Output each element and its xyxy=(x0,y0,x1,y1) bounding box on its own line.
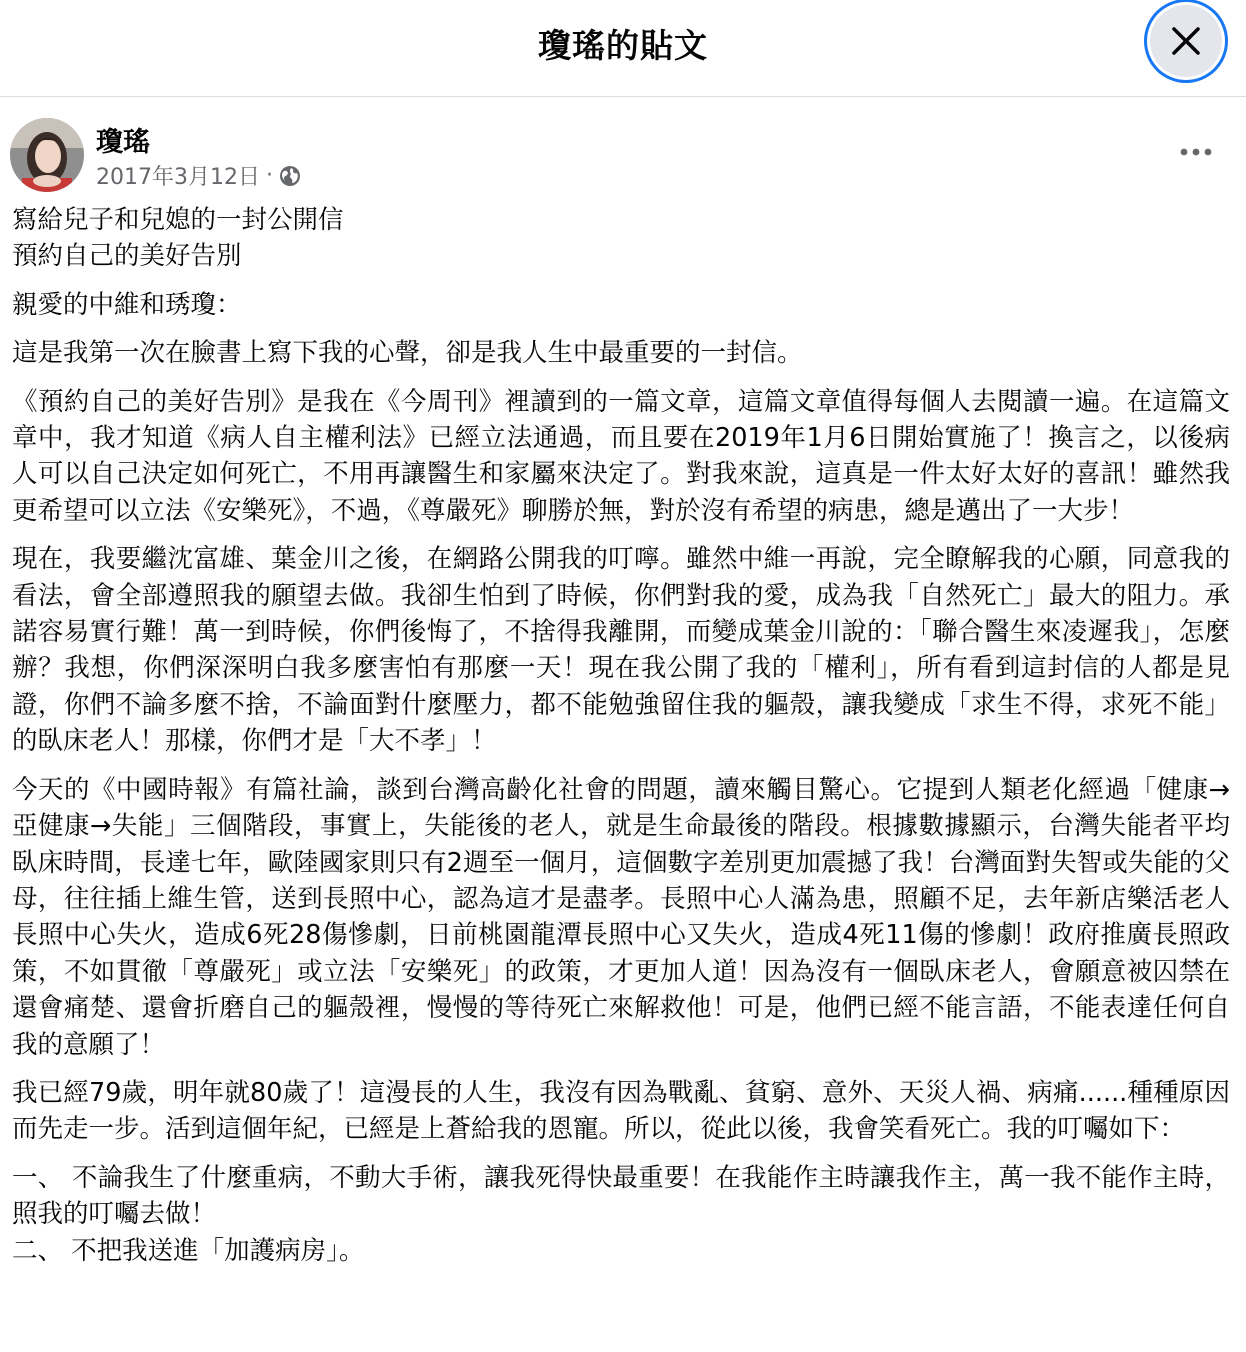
post-date[interactable]: 2017年3月12日 xyxy=(96,165,260,190)
meta-separator: · xyxy=(265,163,273,188)
post-paragraph-title: 寫給兒子和兒媳的一封公開信 預約自己的美好告別 xyxy=(12,205,344,272)
post-paragraph: 這是我第一次在臉書上寫下我的心聲，卻是我人生中最重要的一封信。 xyxy=(12,338,803,369)
page-title: 瓊瑤的貼文 xyxy=(538,26,708,65)
post-header xyxy=(0,0,1246,97)
close-button[interactable] xyxy=(1150,5,1222,77)
post-paragraph: 現在，我要繼沈富雄、葉金川之後，在網路公開我的叮嚀。雖然中維一再說，完全瞭解我的心願，同意我的看法，會全部遵照我的願望去做。我卻生怕到了時候，你們對我的愛，成為我「自然死亡」最大的阻力。承諾容易實行難！萬一到時候，你們後悔了，不捨得我離開，而變成葉金川說的：「聯合醫生來凌遲我」，怎麼辦？我想，你們深深明白我多麼害怕有那麼一天！現在我公開了我的「權利」，所有看到這封信的人都是見證，你們不論多麼不捨，不論面對什麼壓力，都不能勉強留住我的軀殼，讓我變成「求生不得，求死不能」的臥床老人！那樣，你們才是「大不孝」！ xyxy=(12,544,1230,757)
post-paragraph-greeting: 親愛的中維和琇瓊： xyxy=(12,289,242,320)
more-dots-icon xyxy=(1180,148,1212,156)
post-paragraph-list: 一、 不論我生了什麼重病，不動大手術，讓我死得快最重要！在我能作主時讓我作主，萬一我不能作主時，照我的叮囑去做！ 二、 不把我送進「加護病房」。 xyxy=(12,1162,1230,1266)
post-paragraph: 今天的《中國時報》有篇社論，談到台灣高齡化社會的問題，讀來觸目驚心。它提到人類老化經過「健康→亞健康→失能」三個階段，事實上，失能後的老人，就是生命最後的階段。根據數據顯示，台灣失能者平均臥床時間，長達七年，歐陸國家則只有2週至一個月，這個數字差別更加震撼了我！台灣面對失智或失能的父母，往往插上維生管，送到長照中心，認為這才是盡孝。長照中心人滿為患，照顧不足，去年新店樂活老人長照中心失火，造成6死28傷慘劇，日前桃園龍潭長照中心又失火，造成4死11傷的慘劇！政府推廣長照政策，不如貫徹「尊嚴死」或立法「安樂死」的政策，才更加人道！因為沒有一個臥床老人，會願意被囚禁在還會痛楚、還會折磨自己的軀殼裡，慢慢的等待死亡來解救他！可是，他們已經不能言語，不能表達任何自我的意願了！ xyxy=(12,774,1230,1060)
post-author-row xyxy=(0,110,1246,200)
more-options-button[interactable] xyxy=(1168,138,1224,166)
globe-icon xyxy=(279,165,301,187)
post-meta xyxy=(96,160,301,191)
post-body xyxy=(12,202,1230,1281)
post-paragraph: 《預約自己的美好告別》是我在《今周刊》裡讀到的一篇文章，這篇文章值得每個人去閱讀一遍。在這篇文章中，我才知道《病人自主權利法》已經立法通過，而且要在2019年1月6日開始實施了！換言之，以後病人可以自己決定如何死亡，不用再讓醫生和家屬來決定了。對我來說，這真是一件太好太好的喜訊！雖然我更希望可以立法《安樂死》，不過，《尊嚴死》聊勝於無，對於沒有希望的病患，總是邁出了一大步！ xyxy=(12,386,1230,526)
avatar[interactable] xyxy=(10,118,84,192)
post-paragraph: 我已經79歲，明年就80歲了！這漫長的人生，我沒有因為戰亂、貧窮、意外、天災人禍、病痛......種種原因而先走一步。活到這個年紀，已經是上蒼給我的恩寵。所以，從此以後，我會笑看死亡。我的叮囑如下： xyxy=(12,1077,1230,1145)
author-name[interactable]: 瓊瑤 xyxy=(96,127,150,158)
close-icon xyxy=(1171,26,1201,56)
